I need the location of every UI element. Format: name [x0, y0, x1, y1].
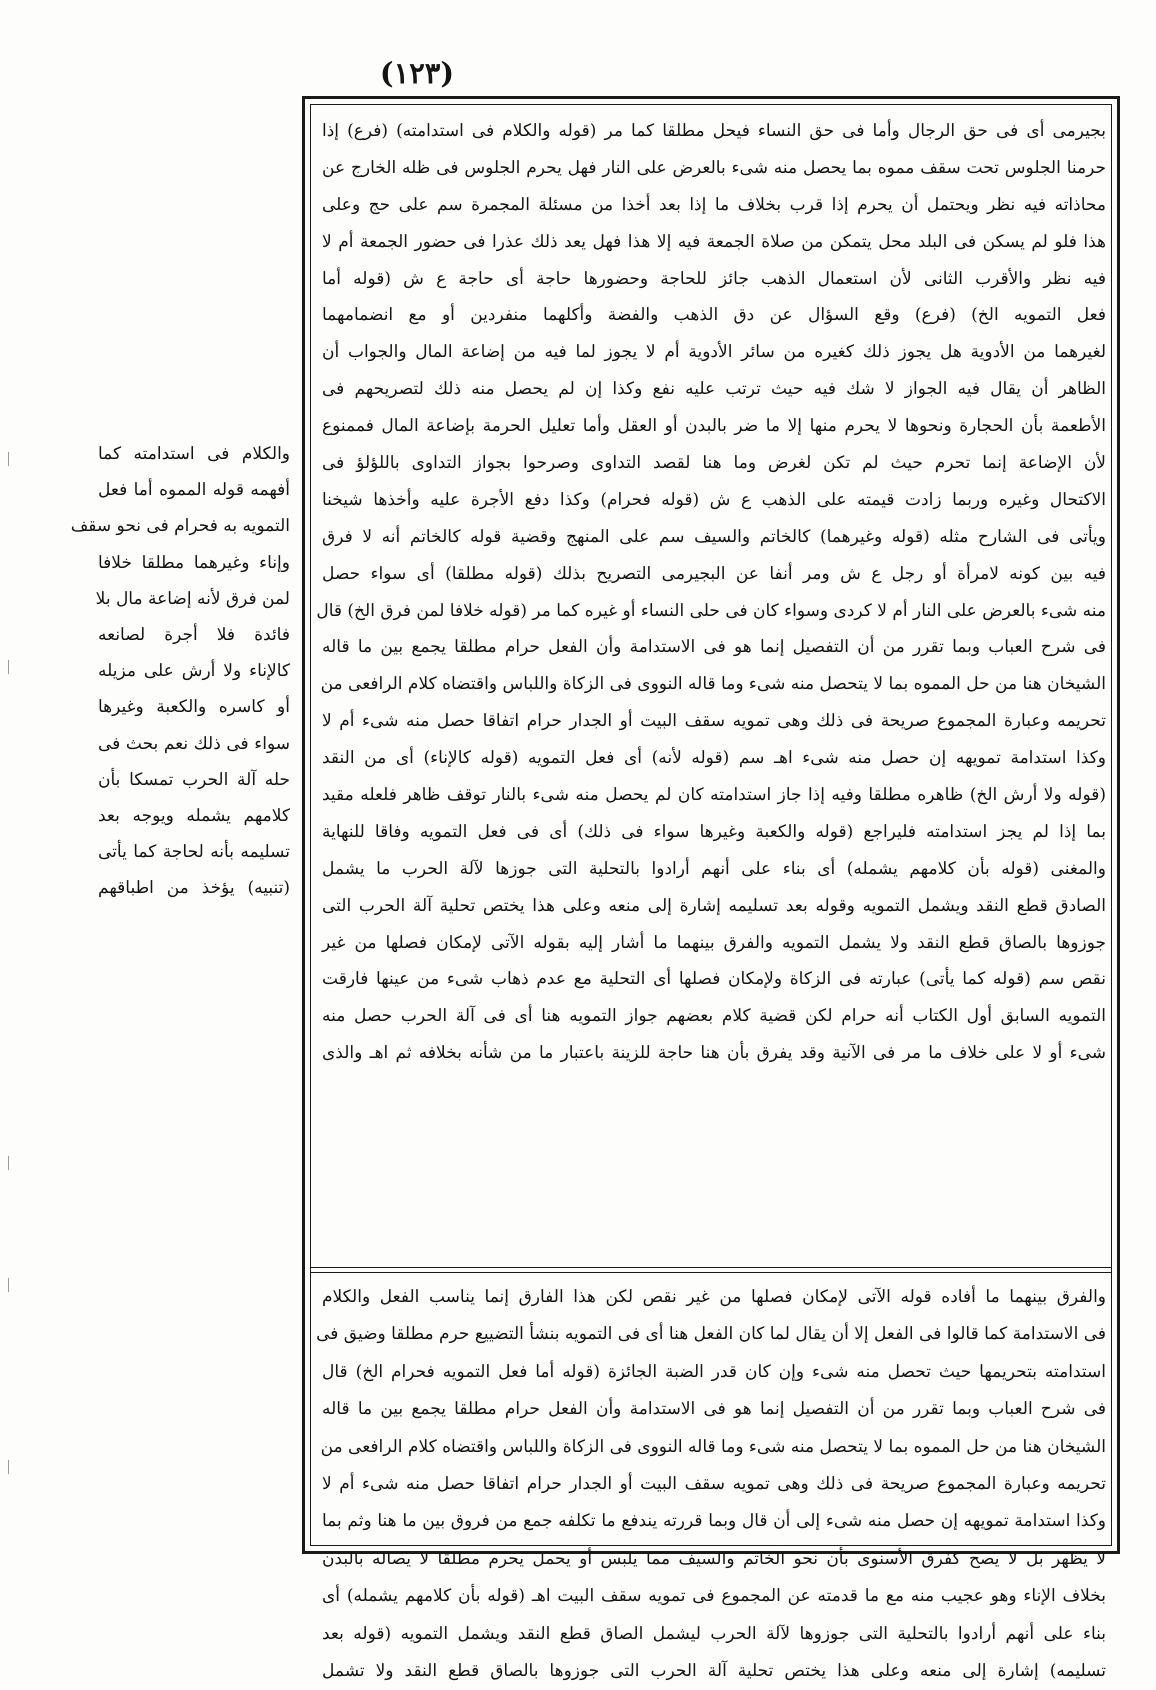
page-number: (١٢٣) [379, 56, 455, 90]
text-line: فعل التمويه الخ) (فرع) وقع السؤال عن دق الذهب والفضة وأكلهما منفردين أو مع انضمامهما [322, 305, 1106, 326]
text-line: ويأتى فى الشارح مثله (قوله وغيرهما) كالخاتم والسيف سم على المنهج وقضية قوله كالخاتم أنه لا فرق [322, 526, 1106, 547]
text-line: التمويه السابق أول الكتاب أنه حرام لكن قضية كلام بعضهم جواز التمويه هنا أى فى آلة الحرب حصل منه [322, 1006, 1106, 1027]
text-line: منه شىء بالعرض على النار أم لا كردى وسواء كان فى حلى النساء أو غيره كما مر (قوله خلافا لمن فرق الخ) قال [316, 600, 1106, 621]
text-line: لغيرهما من الأدوية هل يجوز ذلك كغيره من سائر الأدوية أم لا يجوز لما فيه من إضاعة المال والجواب أن [322, 342, 1106, 363]
edge-mark [8, 1156, 9, 1170]
text-line: الشيخان هنا من حل المموه بما لا يتحصل منه شىء وما قاله النووى فى الزكاة واللباس واقتضاه كلام الرافعى من [320, 1436, 1106, 1457]
edge-mark [8, 1460, 9, 1474]
text-line: تحريمه وعبارة المجموع صريحة فى ذلك وهى تمويه سقف البيت أو الجدار حرام اتفاقا حصل منه شىء أم لا [322, 711, 1106, 732]
margin-line: تسليمه بأنه لحاجة كما يأتى [98, 842, 290, 863]
margin-line: وإناء وغيرهما مطلقا خلافا [98, 552, 290, 573]
text-line: فى شرح العباب وبما تقرر من أن التفصيل إنما هو فى الاستدامة وأن الفعل حرام مطلقا يجمع بين ما قاله [322, 637, 1106, 658]
section-divider [310, 1267, 1112, 1273]
margin-line: كلامهم يشمله ويوجه بعد [98, 805, 290, 826]
text-line: فيه نظر والأقرب الثانى لأن استعمال الذهب جائز للحاجة وحضورها حاجة أى حاجة ع ش (قوله أما [322, 268, 1106, 289]
margin-line: سواء فى ذلك نعم بحث فى [98, 733, 290, 754]
text-line: محاذاته فيه نظر ويحتمل أن يحرم إذا قرب بخلاف ما إذا بعد أخذا من مسئلة المجمرة سم على حج وعلى [322, 194, 1106, 215]
edge-mark [8, 1278, 9, 1292]
margin-line: لمن فرق لأنه إضاعة مال بلا [95, 588, 290, 609]
text-line: وكذا استدامة تمويهه إن حصل منه شىء إلى أن قال وبما قررته يندفع ما تكلفه جمع من فروق بين ما هنا وثم بما [322, 1511, 1106, 1532]
text-line: جوزوها بالصاق قطع النقد ولا يشمل التمويه والفرق بينهما ما أشار إليه بقوله الآتى لإمكان فصلها من غير [322, 932, 1106, 953]
text-line: الظاهر أن يقال فيه الجواز لا شك فيه حيث ترتب عليه نفع وكذا إن لم يحصل منه ذلك لتصريحهم فى [322, 379, 1106, 400]
edge-mark [8, 660, 9, 674]
text-line: الصادق قطع النقد ويشمل التمويه وقوله بعد تسليمه إشارة إلى منعه وعلى هذا يختص تحلية آلة الحرب التى [322, 895, 1106, 916]
margin-line: أو كاسره والكعبة وغيرها [98, 697, 290, 718]
margin-line: فائدة فلا أجرة لصانعه [98, 624, 290, 645]
text-line: والمغنى (قوله بأن كلامهم يشمله) أى بناء على أنهم أرادوا بالتحلية التى جوزها لآلة الحرب ما يشمل [322, 858, 1106, 879]
lower-commentary-text [316, 1279, 1106, 1681]
text-line: تحريمه وعبارة المجموع صريحة فى ذلك وهى تمويه سقف البيت أو الجدار حرام اتفاقا حصل منه شىء أم لا [322, 1473, 1106, 1494]
margin-line: كالإناء ولا أرش على مزيله [98, 661, 290, 682]
text-line: بجيرمى أى فى حق الرجال وأما فى حق النساء فيحل مطلقا كما مر (قوله والكلام فى استدامته) (فرع) إذا [322, 121, 1106, 141]
margin-main-text [70, 436, 290, 906]
text-line: نقص سم (قوله كما يأتى) عبارته فى الزكاة ولإمكان فصلها أى التحلية مع عدم ذهاب شىء من عينها فارقت [322, 969, 1106, 990]
text-line: الاكتحال وغيره وربما زادت قيمته على الذهب ع ش (قوله فحرام) وكذا دفع الأجرة عليه وأخذها شيخنا [322, 489, 1106, 510]
edge-mark [8, 452, 9, 466]
text-line: لأن الإضاعة إنما تحرم حيث لم تكن لغرض وما هنا لقصد التداوى وصرحوا بجواز التداوى باللؤلؤ فى [322, 453, 1106, 474]
text-line: وكذا استدامة تمويهه إن حصل منه شىء اهـ سم (قوله لأنه) أى فعل التمويه (قوله كالإناء) أى من النقد [322, 748, 1106, 769]
margin-line: أفهمه قوله المموه أما فعل [98, 480, 290, 501]
margin-line: والكلام فى استدامته كما [98, 444, 290, 464]
margin-line: حله آلة الحرب تمسكا بأن [98, 769, 290, 790]
margin-line: (تنبيه) يؤخذ من اطباقهم [98, 878, 290, 899]
text-line: (قوله ولا أرش الخ) ظاهره مطلقا وفيه إذا جاز استدامته كان لم يحصل منه شىء بالنار توقف ظاهر فلعله مقيد [322, 785, 1106, 806]
text-line: بما إذا لم يجز استدامته فليراجع (قوله والكعبة وغيرها سواء فى ذلك) أى فى فعل التمويه وفاقا للنهاية [322, 821, 1106, 842]
text-line: الأطعمة بأن الحجارة ونحوها لا يحرم منها إلا ما ضر بالبدن أو العقل وأما تعليل الحرمة بإضاعة المال فممنوع [322, 416, 1106, 437]
margin-line: التمويه به فحرام فى نحو سقف [70, 516, 290, 537]
text-line: فى شرح العباب وبما تقرر من أن التفصيل إنما هو فى الاستدامة وأن الفعل حرام مطلقا يجمع بين ما قاله [322, 1399, 1106, 1420]
upper-commentary-text [316, 113, 1106, 1263]
text-line: حرمنا الجلوس تحت سقف مموه بما يحصل منه شىء بالعرض على النار فهل يحرم الجلوس فى ظله الخارج عن [322, 157, 1106, 178]
text-line: استدامته بتحريمها حيث تحصل منه شىء وإن كان قدر الضبة الجائزة (قوله أما فعل التمويه فحرام الخ) قال [322, 1361, 1106, 1382]
text-line: تسليمه) إشارة إلى منعه وعلى هذا يختص تحلية آلة الحرب التى جوزوها بالصاق قطع النقد ولا تشمل [322, 1660, 1106, 1681]
text-line: والفرق بينهما ما أفاده قوله الآتى لإمكان فصلها من غير نقص لكن هذا الفارق إنما يناسب الفعل والكلام [322, 1287, 1106, 1307]
text-line: هذا فلو لم يسكن فى البلد محل يتمكن من صلاة الجمعة فيه إلا هذا فهل يعد ذلك عذرا فى حضور الجمعة أم لا [322, 231, 1106, 252]
text-line: شىء أو لا على خلاف ما مر فى الآنية وقد يفرق بأن هنا حاجة للزينة باعتبار ما من شأنه بخلافه ثم اهـ والذى [322, 1043, 1106, 1064]
text-line: بناء على أنهم أرادوا بالتحلية التى جوزوها لآلة الحرب ليشمل الصاق قطع النقد ويشمل التمويه (قوله بعد [322, 1623, 1106, 1644]
text-line: لا يظهر بل لا يصح كفرق الأسنوى بأن نحو الخاتم والسيف مما يلبس أو يحمل يحرم مطلقا لا يصاله بالبدن [322, 1548, 1106, 1569]
text-line: بخلاف الإناء وهو عجيب منه مع ما قدمته عن المجموع فى تمويه سقف البيت اهـ (قوله بأن كلامهم يشمله) أى [322, 1586, 1106, 1607]
page-frame [302, 96, 1120, 1681]
text-line: فى الاستدامة كما قالوا فى الفعل إلا أن يقال لما كان الفعل هنا أى فى التمويه بنشأ التضييع حرم مطلقا وضيق فى [316, 1324, 1106, 1345]
text-line: الشيخان هنا من حل المموه بما لا يتحصل منه شىء وما قاله النووى فى الزكاة واللباس واقتضاه كلام الرافعى من [320, 674, 1106, 695]
text-line: فيه بين كونه لامرأة أو رجل ع ش ومر أنفا عن البجيرمى التصريح بذلك (قوله مطلقا) أى سواء حصل [322, 563, 1106, 584]
